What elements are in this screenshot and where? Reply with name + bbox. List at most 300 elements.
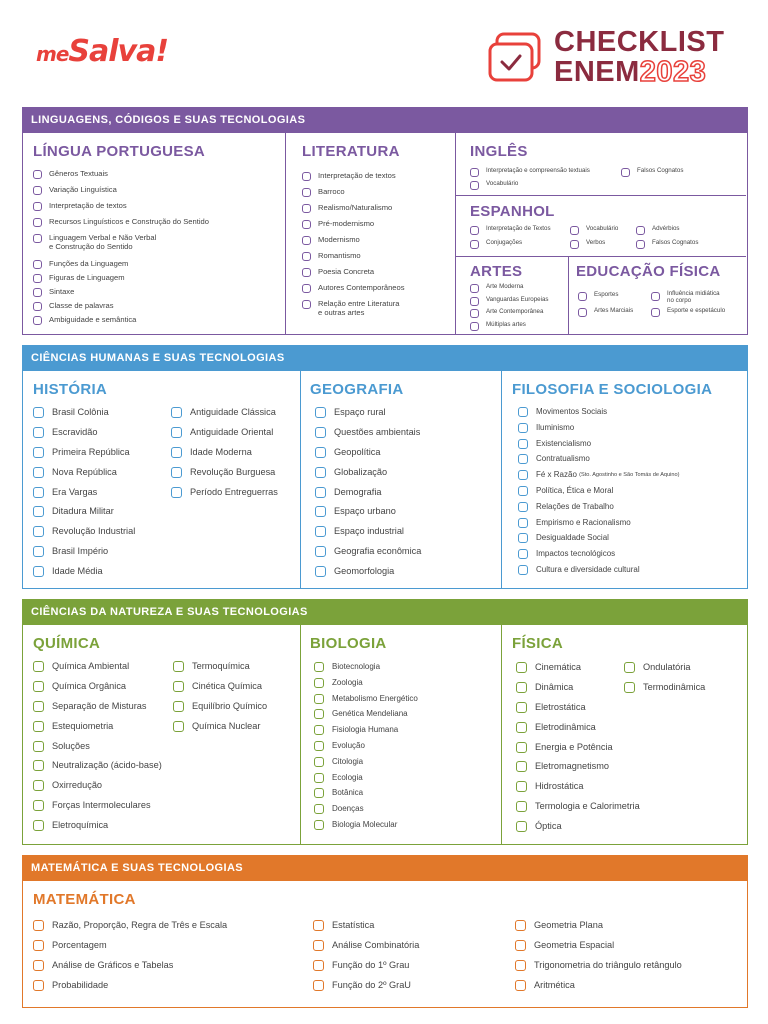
checklist-item[interactable]	[33, 800, 162, 820]
checklist-item[interactable]	[470, 296, 549, 309]
item-label: Movimentos Sociais	[536, 407, 608, 416]
item-label: Realismo/Naturalismo	[318, 203, 393, 212]
checkbox-icon[interactable]	[33, 316, 42, 325]
checklist-item[interactable]	[314, 773, 418, 789]
checklist-item[interactable]	[315, 447, 421, 467]
subject-title: INGLÊS	[470, 143, 528, 160]
checkbox-icon[interactable]	[33, 526, 44, 537]
checklist-item[interactable]	[578, 291, 633, 307]
checklist-item[interactable]	[314, 820, 418, 836]
item-label: Demografia	[334, 486, 382, 497]
subject-title: MATEMÁTICA	[33, 891, 136, 908]
checklist-item[interactable]	[651, 307, 725, 323]
checklist-item[interactable]	[518, 486, 679, 502]
checklist-item[interactable]	[470, 283, 549, 296]
checkbox-icon[interactable]	[314, 709, 324, 719]
checkbox-icon[interactable]	[313, 980, 324, 991]
checkbox-icon[interactable]	[651, 292, 660, 301]
checklist-item[interactable]	[518, 439, 679, 455]
checkbox-icon[interactable]	[518, 407, 528, 417]
checkbox-icon[interactable]	[314, 773, 324, 783]
item-label: Cinética Química	[192, 680, 262, 691]
item-label: Estequiometria	[52, 720, 114, 731]
checklist-item[interactable]	[578, 307, 633, 323]
subject-title: QUÍMICA	[33, 635, 101, 652]
checklist-item[interactable]	[302, 187, 405, 203]
checkbox-icon[interactable]	[636, 240, 645, 249]
checklist-item[interactable]	[314, 757, 418, 773]
checkbox-icon[interactable]	[518, 518, 528, 528]
checkbox-icon[interactable]	[315, 506, 326, 517]
item-label: Energia e Potência	[535, 741, 613, 752]
checklist-item[interactable]	[518, 518, 679, 534]
checkbox-icon[interactable]	[314, 820, 324, 830]
item-label: Nova República	[52, 466, 117, 477]
checkbox-icon[interactable]	[624, 682, 635, 693]
checkbox-icon[interactable]	[470, 226, 479, 235]
checklist-item[interactable]	[313, 920, 419, 940]
item-label: Vocabulário	[586, 225, 619, 232]
checklist-item[interactable]	[302, 235, 405, 251]
checklist-item[interactable]	[33, 467, 135, 487]
checkbox-icon[interactable]	[315, 526, 326, 537]
checklist-item[interactable]	[173, 661, 267, 681]
checklist-item[interactable]	[624, 682, 705, 702]
item-label: Geopolítica	[334, 446, 381, 457]
checklist-item[interactable]	[651, 291, 725, 307]
checkbox-icon[interactable]	[33, 546, 44, 557]
item-label: Falsos Cognatos	[637, 167, 684, 174]
checklist-item[interactable]	[171, 427, 278, 447]
checkbox-icon[interactable]	[518, 502, 528, 512]
checkbox-icon[interactable]	[470, 309, 479, 318]
item-label: Influência midiática	[667, 290, 720, 297]
checkbox-icon[interactable]	[315, 566, 326, 577]
item-label: Ecologia	[332, 772, 363, 782]
checklist-item[interactable]	[313, 960, 419, 980]
checklist-item[interactable]	[314, 804, 418, 820]
checkbox-icon[interactable]	[171, 487, 182, 498]
checkbox-icon[interactable]	[515, 980, 526, 991]
item-label: Arte Contemporânea	[486, 308, 544, 315]
checklist-item[interactable]	[570, 225, 618, 239]
checklist-item[interactable]	[33, 940, 227, 960]
checklist-item[interactable]	[315, 467, 421, 487]
checkbox-icon[interactable]	[302, 284, 311, 293]
checklist-item[interactable]	[314, 788, 418, 804]
item-label: Eletroquímica	[52, 820, 109, 831]
col-historia	[23, 371, 301, 588]
subject-title: HISTÓRIA	[33, 381, 108, 398]
checkbox-icon[interactable]	[518, 423, 528, 433]
checkbox-icon[interactable]	[33, 721, 44, 732]
checklist-item[interactable]	[33, 681, 162, 701]
checklist-item[interactable]	[315, 546, 421, 566]
checkbox-icon[interactable]	[33, 800, 44, 811]
checklist-item[interactable]	[315, 407, 421, 427]
checkbox-icon[interactable]	[33, 920, 44, 931]
checkbox-icon[interactable]	[515, 940, 526, 951]
checkbox-icon[interactable]	[470, 297, 479, 306]
item-label: Oxirredução	[52, 780, 103, 791]
checkbox-icon[interactable]	[518, 486, 528, 496]
subject-title: ARTES	[470, 263, 523, 280]
item-label: Geografia econômica	[334, 546, 422, 557]
item-label: Aritmética	[534, 979, 575, 990]
checkbox-icon[interactable]	[173, 661, 184, 672]
item-label: Estatística	[332, 920, 375, 930]
checkbox-icon[interactable]	[33, 447, 44, 458]
checkbox-icon[interactable]	[33, 288, 42, 297]
checkbox-icon[interactable]	[314, 788, 324, 798]
checklist-item[interactable]	[33, 760, 162, 780]
checklist-item[interactable]	[516, 702, 640, 722]
checkbox-icon[interactable]	[315, 407, 326, 418]
checkbox-icon[interactable]	[33, 274, 42, 283]
item-label: Sintaxe	[49, 287, 75, 296]
checklist-item[interactable]	[171, 487, 278, 507]
checkbox-icon[interactable]	[516, 682, 527, 693]
checklist-item[interactable]	[518, 533, 679, 549]
logo-prefix: me	[36, 42, 69, 66]
checkbox-icon[interactable]	[470, 168, 479, 177]
checkbox-icon[interactable]	[518, 439, 528, 449]
checkbox-icon[interactable]	[636, 226, 645, 235]
checkbox-icon[interactable]	[33, 260, 42, 269]
checkbox-icon[interactable]	[173, 721, 184, 732]
checklist-item[interactable]	[636, 225, 698, 239]
checkbox-icon[interactable]	[302, 204, 311, 213]
checklist-item[interactable]	[515, 960, 682, 980]
checklist-item[interactable]	[516, 761, 640, 781]
checklist-item[interactable]	[314, 709, 418, 725]
checklist-item[interactable]	[516, 662, 640, 682]
item-label: Interpretação de Textos	[486, 225, 551, 232]
checkbox-icon[interactable]	[302, 268, 311, 277]
checklist-item[interactable]	[516, 781, 640, 801]
checkbox-icon[interactable]	[33, 820, 44, 831]
item-label: Interpretação e compreensão textuais	[486, 167, 590, 174]
checkbox-logo-icon	[488, 32, 546, 84]
checklist-item[interactable]	[516, 742, 640, 762]
checkbox-icon[interactable]	[516, 801, 527, 812]
checklist-item[interactable]	[313, 980, 419, 1000]
checkbox-icon[interactable]	[518, 454, 528, 464]
checkbox-icon[interactable]	[314, 678, 324, 688]
checklist-item[interactable]	[33, 566, 135, 586]
col-literatura	[286, 133, 456, 334]
checklist-item[interactable]	[33, 526, 135, 546]
item-label-line2: e outras artes	[318, 308, 365, 317]
checklist-item[interactable]	[33, 506, 135, 526]
checkbox-icon[interactable]	[314, 804, 324, 814]
item-label: Desigualdade Social	[536, 533, 609, 543]
item-label: Cinemática	[535, 662, 581, 672]
checkbox-icon[interactable]	[33, 661, 44, 672]
checkbox-icon[interactable]	[315, 546, 326, 557]
checkbox-icon[interactable]	[33, 170, 42, 179]
checkbox-icon[interactable]	[33, 427, 44, 438]
checkbox-icon[interactable]	[173, 701, 184, 712]
checkbox-icon[interactable]	[33, 302, 42, 311]
checklist-item[interactable]	[515, 980, 682, 1000]
checklist-item[interactable]	[470, 321, 549, 334]
checklist-item[interactable]	[171, 467, 278, 487]
checklist-item[interactable]	[33, 780, 162, 800]
checkbox-icon[interactable]	[302, 300, 311, 309]
checklist-item[interactable]	[470, 308, 549, 321]
checkbox-icon[interactable]	[302, 220, 311, 229]
checklist-item[interactable]	[33, 661, 162, 681]
checklist-item[interactable]	[173, 721, 267, 741]
item-label: Eletrodinâmica	[535, 721, 596, 732]
checklist-item[interactable]	[171, 407, 278, 427]
checklist-item[interactable]	[516, 722, 640, 742]
checklist-item[interactable]	[470, 225, 551, 239]
checklist-item[interactable]	[518, 502, 679, 518]
section-natureza	[22, 599, 748, 845]
checklist-item[interactable]	[33, 201, 209, 217]
checkbox-icon[interactable]	[33, 487, 44, 498]
checkbox-icon[interactable]	[33, 681, 44, 692]
checklist-item[interactable]	[33, 546, 135, 566]
item-label: Escravidão	[52, 426, 98, 437]
checklist-item[interactable]	[314, 741, 418, 757]
checklist-item[interactable]	[518, 407, 679, 423]
checkbox-icon[interactable]	[315, 467, 326, 478]
checklist-item[interactable]	[315, 427, 421, 447]
checkbox-icon[interactable]	[33, 202, 42, 211]
checkbox-icon[interactable]	[315, 427, 326, 438]
checkbox-icon[interactable]	[516, 702, 527, 713]
section-title: MATEMÁTICA E SUAS TECNOLOGIAS	[23, 856, 747, 881]
item-label: Barroco	[318, 187, 345, 196]
checkbox-icon[interactable]	[470, 181, 479, 190]
checklist-item[interactable]	[33, 169, 209, 185]
checklist-item[interactable]	[33, 233, 209, 259]
item-label: Termologia e Calorimetria	[535, 801, 640, 812]
checklist-item[interactable]	[516, 801, 640, 821]
section-humanas	[22, 345, 748, 589]
checklist-item[interactable]	[515, 940, 682, 960]
checkbox-icon[interactable]	[516, 662, 527, 673]
checklist-item[interactable]	[315, 526, 421, 546]
checklist-item[interactable]	[33, 487, 135, 507]
checkbox-icon[interactable]	[33, 234, 42, 243]
item-label: Romantismo	[318, 251, 361, 260]
checkbox-icon[interactable]	[302, 252, 311, 261]
subject-title: LITERATURA	[302, 143, 400, 160]
subject-title: EDUCAÇÃO FÍSICA	[576, 263, 721, 280]
item-label: Hidrostática	[535, 781, 584, 792]
checkbox-icon[interactable]	[315, 487, 326, 498]
checklist-item[interactable]	[33, 721, 162, 741]
checkbox-icon[interactable]	[33, 218, 42, 227]
item-label: Período Entreguerras	[190, 486, 278, 497]
checklist-item[interactable]	[314, 694, 418, 710]
checkbox-icon[interactable]	[314, 694, 324, 704]
checkbox-icon[interactable]	[515, 920, 526, 931]
checkbox-icon[interactable]	[33, 960, 44, 971]
checklist-item[interactable]	[33, 980, 227, 1000]
checklist-item[interactable]	[33, 185, 209, 201]
checkbox-icon[interactable]	[33, 186, 42, 195]
checklist-item[interactable]	[314, 725, 418, 741]
checkbox-icon[interactable]	[518, 470, 528, 480]
checkbox-icon[interactable]	[171, 407, 182, 418]
checklist-item[interactable]	[515, 920, 682, 940]
item-label: Função do 2º GraU	[332, 979, 411, 990]
item-label: Brasil Império	[52, 546, 109, 557]
checkbox-icon[interactable]	[33, 407, 44, 418]
checkbox-icon[interactable]	[173, 681, 184, 692]
checkbox-icon[interactable]	[516, 742, 527, 753]
checkbox-icon[interactable]	[518, 549, 528, 559]
checklist-item[interactable]	[636, 239, 698, 253]
item-label: Classe de palavras	[49, 301, 114, 310]
checklist-item[interactable]	[516, 821, 640, 841]
checklist-item[interactable]	[470, 180, 590, 193]
checklist-item[interactable]	[33, 407, 135, 427]
checklist-item[interactable]	[302, 251, 405, 267]
checkbox-icon[interactable]	[33, 467, 44, 478]
checkbox-icon[interactable]	[313, 920, 324, 931]
checkbox-icon[interactable]	[315, 447, 326, 458]
checkbox-icon[interactable]	[33, 760, 44, 771]
checklist-item[interactable]	[33, 259, 209, 273]
checklist-item[interactable]	[302, 299, 405, 323]
checklist-item[interactable]	[33, 217, 209, 233]
checklist-item[interactable]	[302, 283, 405, 299]
checkbox-icon[interactable]	[516, 781, 527, 792]
item-label: Vanguardas Europeias	[486, 295, 549, 303]
checkbox-icon[interactable]	[33, 741, 44, 752]
item-label: Contratualismo	[536, 454, 590, 464]
item-label: Eletromagnetismo	[535, 761, 610, 772]
checklist-item[interactable]	[314, 662, 418, 678]
item-label-line2: e Construção do Sentido	[49, 242, 133, 251]
checklist-item[interactable]	[518, 470, 679, 486]
checkbox-icon[interactable]	[516, 761, 527, 772]
checkbox-icon[interactable]	[33, 701, 44, 712]
checkbox-icon[interactable]	[470, 322, 479, 331]
checkbox-icon[interactable]	[313, 960, 324, 971]
checkbox-icon[interactable]	[314, 757, 324, 767]
checklist-item[interactable]	[518, 454, 679, 470]
checklist-item[interactable]	[570, 239, 618, 253]
checklist-item[interactable]	[518, 549, 679, 565]
checklist-item[interactable]	[171, 447, 278, 467]
checklist-item[interactable]	[470, 239, 551, 253]
checkbox-icon[interactable]	[570, 226, 579, 235]
checkbox-icon[interactable]	[578, 308, 587, 317]
checkbox-icon[interactable]	[313, 940, 324, 951]
checklist-item[interactable]	[621, 167, 683, 177]
item-label: Ambiguidade e semântica	[49, 315, 137, 324]
item-label: Análise Combinatória	[332, 939, 420, 950]
checkbox-icon[interactable]	[302, 236, 311, 245]
checklist-item[interactable]	[33, 301, 209, 315]
item-label: Idade Média	[52, 566, 103, 577]
checkbox-icon[interactable]	[624, 662, 635, 673]
checkbox-icon[interactable]	[314, 662, 324, 672]
checkbox-icon[interactable]	[302, 188, 311, 197]
checklist-item[interactable]	[33, 820, 162, 840]
checkbox-icon[interactable]	[33, 780, 44, 791]
checklist-item[interactable]	[315, 566, 421, 586]
checkbox-icon[interactable]	[470, 240, 479, 249]
checkbox-icon[interactable]	[33, 940, 44, 951]
checkbox-icon[interactable]	[578, 292, 587, 301]
checklist-item[interactable]	[33, 920, 227, 940]
item-label: Variação Linguística	[49, 185, 117, 194]
checkbox-icon[interactable]	[515, 960, 526, 971]
item-label: Neutralização (ácido-base)	[52, 760, 162, 771]
checklist-item[interactable]	[33, 741, 162, 761]
checklist-item[interactable]	[33, 960, 227, 980]
checkbox-icon[interactable]	[516, 722, 527, 733]
checkbox-icon[interactable]	[171, 447, 182, 458]
checklist-item[interactable]	[313, 940, 419, 960]
checkbox-icon[interactable]	[314, 741, 324, 751]
checkbox-icon[interactable]	[314, 725, 324, 735]
checklist-item[interactable]	[518, 423, 679, 439]
item-label: Verbos	[586, 239, 606, 246]
checklist-item[interactable]	[470, 167, 590, 180]
checkbox-icon[interactable]	[516, 821, 527, 832]
checklist-item[interactable]	[314, 678, 418, 694]
checklist-item[interactable]	[173, 701, 267, 721]
checkbox-icon[interactable]	[33, 980, 44, 991]
checkbox-icon[interactable]	[651, 308, 660, 317]
checklist-item[interactable]	[33, 273, 209, 287]
checkbox-icon[interactable]	[518, 533, 528, 543]
checklist-item[interactable]	[302, 203, 405, 219]
checklist-item[interactable]	[302, 171, 405, 187]
checklist-item[interactable]	[518, 565, 679, 581]
item-label: Análise de Gráficos e Tabelas	[52, 959, 174, 970]
item-label-line2: no corpo	[667, 296, 692, 304]
checklist-item[interactable]	[33, 315, 209, 329]
item-label: Genética Mendeliana	[332, 709, 408, 719]
checklist-item[interactable]	[33, 447, 135, 467]
checklist-item[interactable]	[315, 506, 421, 526]
checklist-item[interactable]	[33, 427, 135, 447]
item-label: Esportes	[594, 291, 619, 298]
checkbox-icon[interactable]	[302, 172, 311, 181]
checklist-item[interactable]	[315, 487, 421, 507]
checkbox-icon[interactable]	[171, 467, 182, 478]
subject-title: ESPANHOL	[470, 203, 555, 220]
checklist-item[interactable]	[516, 682, 640, 702]
checkbox-icon[interactable]	[33, 566, 44, 577]
divider	[568, 256, 569, 334]
item-label: Empirismo e Racionalismo	[536, 517, 631, 527]
checklist-item[interactable]	[33, 701, 162, 721]
checklist-item[interactable]	[302, 267, 405, 283]
checkbox-icon[interactable]	[470, 284, 479, 293]
checklist-item[interactable]	[302, 219, 405, 235]
checkbox-icon[interactable]	[621, 168, 630, 177]
checklist-item[interactable]	[33, 287, 209, 301]
checkbox-icon[interactable]	[518, 565, 528, 575]
checkbox-icon[interactable]	[570, 240, 579, 249]
checkbox-icon[interactable]	[33, 506, 44, 517]
divider	[456, 256, 746, 257]
checkbox-icon[interactable]	[171, 427, 182, 438]
checklist-item[interactable]	[173, 681, 267, 701]
item-label: Iluminismo	[536, 422, 575, 432]
